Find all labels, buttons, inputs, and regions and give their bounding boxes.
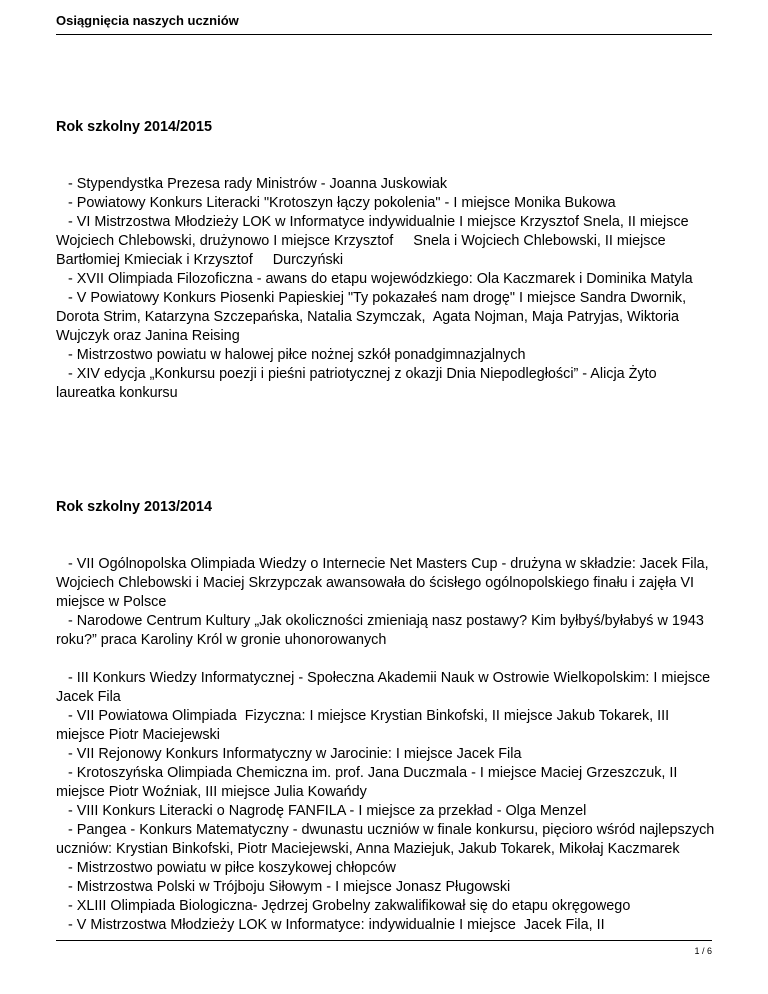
list-item: - VII Rejonowy Konkurs Informatyczny w Jarocinie: I miejsce Jacek Fila [56, 746, 522, 762]
footer-divider [56, 940, 712, 941]
list-item: - VII Powiatowa Olimpiada Fizyczna: I miejsce Krystian Binkofski, II miejsce Jakub Tokarek, III miejsce Piotr Maciejewski [56, 708, 674, 743]
section-list-2013-2014-a [56, 555, 716, 650]
list-item: - Stypendystka Prezesa rady Ministrów - Joanna Juskowiak [56, 176, 448, 192]
list-item: - III Konkurs Wiedzy Informatycznej - Społeczna Akademii Nauk w Ostrowie Wielkopolskim: I miejsce Jacek Fila [56, 670, 715, 705]
list-item: - Powiatowy Konkurs Literacki "Krotoszyn łączy pokolenia" - I miejsce Monika Bukowa [56, 195, 616, 211]
list-item: - XIV edycja „Konkursu poezji i pieśni patriotycznej z okazji Dnia Niepodległości” - Alicja Żyto laureatka konkursu [56, 366, 661, 401]
list-item: - Pangea - Konkurs Matematyczny - dwunastu uczniów w finale konkursu, pięcioro wśród najlepszych uczniów: Krystian Binkofski, Piotr Maciejewski, Anna Maziejuk, Jakub Tokarek, Mikołaj Kaczmarek [56, 822, 719, 857]
list-item: - Narodowe Centrum Kultury „Jak okoliczności zmieniają nasz postawy? Kim byłbyś/byłabyś w 1943 roku?” praca Karoliny Król w gronie uhonorowanych [56, 613, 708, 648]
section-title-2013-2014: Rok szkolny 2013/2014 [56, 499, 212, 515]
list-item: - VII Ogólnopolska Olimpiada Wiedzy o Internecie Net Masters Cup - drużyna w składzie: Jacek Fila, Wojciech Chlebowski i Maciej Skrzypczak awansowała do ścisłego ogólnopolskiego finału i zajęła VI miejsce w Polsce [56, 556, 713, 610]
list-item: - Krotoszyńska Olimpiada Chemiczna im. prof. Jana Duczmala - I miejsce Maciej Grzeszczuk, II miejsce Piotr Woźniak, III miejsce Julia Kowańdy [56, 765, 682, 800]
page-header [56, 12, 712, 35]
section-list-2013-2014-b [56, 669, 719, 935]
list-item: - VIII Konkurs Literacki o Nagrodę FANFILA - I miejsce za przekład - Olga Menzel [56, 803, 587, 819]
list-item: - V Powiatowy Konkurs Piosenki Papieskiej "Ty pokazałeś nam drogę" I miejsce Sandra Dwornik, Dorota Strim, Katarzyna Szczepańska, Natalia Szymczak, Agata Nojman, Maja Patryjas, Wiktoria Wujczyk oraz Janina Reising [56, 290, 691, 344]
list-item: - Mistrzostwa Polski w Trójboju Siłowym - I miejsce Jonasz Pługowski [56, 879, 511, 895]
list-item: - Mistrzostwo powiatu w piłce koszykowej chłopców [56, 860, 396, 876]
list-item: - XVII Olimpiada Filozoficzna - awans do etapu wojewódzkiego: Ola Kaczmarek i Dominika Matyla [56, 271, 693, 287]
section-list-2014-2015 [56, 175, 716, 403]
list-item: - XLIII Olimpiada Biologiczna- Jędrzej Grobelny zakwalifikował się do etapu okręgowego [56, 898, 631, 914]
section-title-2014-2015: Rok szkolny 2014/2015 [56, 119, 212, 135]
list-item: - VI Mistrzostwa Młodzieży LOK w Informatyce indywidualnie I miejsce Krzysztof Snela, II miejsce Wojciech Chlebowski, drużynowo I miejsce Krzysztof Snela i Wojciech Chlebowski, II miejsce Bartłomiej Kmieciak i Krzysztof Durczyński [56, 214, 693, 268]
list-item: - Mistrzostwo powiatu w halowej piłce nożnej szkół ponadgimnazjalnych [56, 347, 526, 363]
page-title: Osiągnięcia naszych uczniów [56, 13, 239, 28]
list-item: - V Mistrzostwa Młodzieży LOK w Informatyce: indywidualnie I miejsce Jacek Fila, II [56, 917, 605, 933]
page-number: 1 / 6 [694, 946, 712, 956]
document-body [56, 118, 719, 935]
